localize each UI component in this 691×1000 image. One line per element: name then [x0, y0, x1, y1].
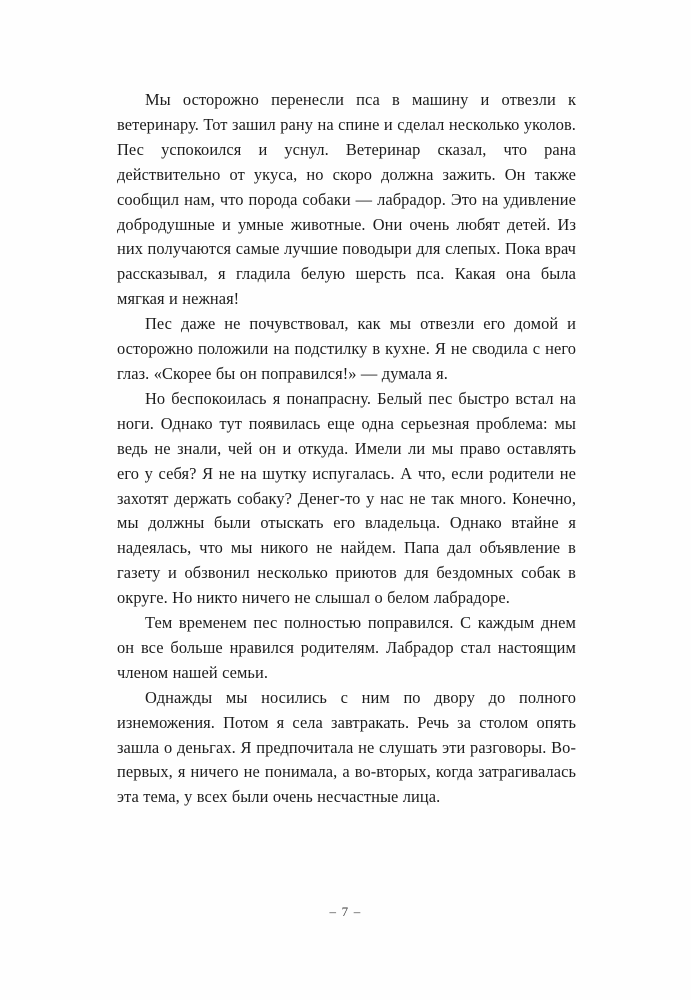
- page-number: – 7 –: [329, 904, 362, 919]
- page-text-block: [117, 88, 576, 810]
- paragraph-3: Но беспокоилась я понапрасну. Белый пес быстро встал на ноги. Однако тут появилась еще одна серьезная проблема: мы ведь не знали, чей он и откуда. Имели ли мы право оставлять его у себя? Я не на шутку испугалась. А что, если родители не захотят держать собаку? Денег-то у нас не так много. Конечно, мы должны были отыскать его владельца. Однако втайне я надеялась, что мы никого не найдем. Папа дал объявление в газету и обзвонил несколько приютов для бездомных собак в округе. Но никто ничего не слышал о белом лабрадоре.: [117, 388, 576, 608]
- paragraph-5: Однажды мы носились с ним по двору до полного изнеможения. Потом я села завтракать. Речь за столом опять зашла о деньгах. Я предпочитала не слушать эти разговоры. Во-первых, я ничего не понимала, а во-вторых, когда затрагивалась эта тема, у всех были очень несчастные лица.: [117, 687, 576, 807]
- paragraph-2: Пес даже не почувствовал, как мы отвезли его домой и осторожно положили на подстилку в кухне. Я не сводила с него глаз. «Скорее бы он поправился!» — думала я.: [117, 314, 576, 383]
- paragraph-1: Мы осторожно перенесли пса в машину и отвезли к ветеринару. Тот зашил рану на спине и сделал несколько уколов. Пес успокоился и уснул. Ветеринар сказал, что рана действительно от укуса, но скоро должна зажить. Он также сообщил нам, что порода собаки — лабрадор. Это на удивление добродушные и умные животные. Они очень любят детей. Из них получаются самые лучшие поводыри для слепых. Пока врач рассказывал, я гладила белую шерсть пса. Какая она была мягкая и нежная!: [117, 90, 576, 309]
- paragraph-4: Тем временем пес полностью поправился. С каждым днем он все больше нравился родителям. Лабрадор стал настоящим членом нашей семьи.: [117, 613, 576, 682]
